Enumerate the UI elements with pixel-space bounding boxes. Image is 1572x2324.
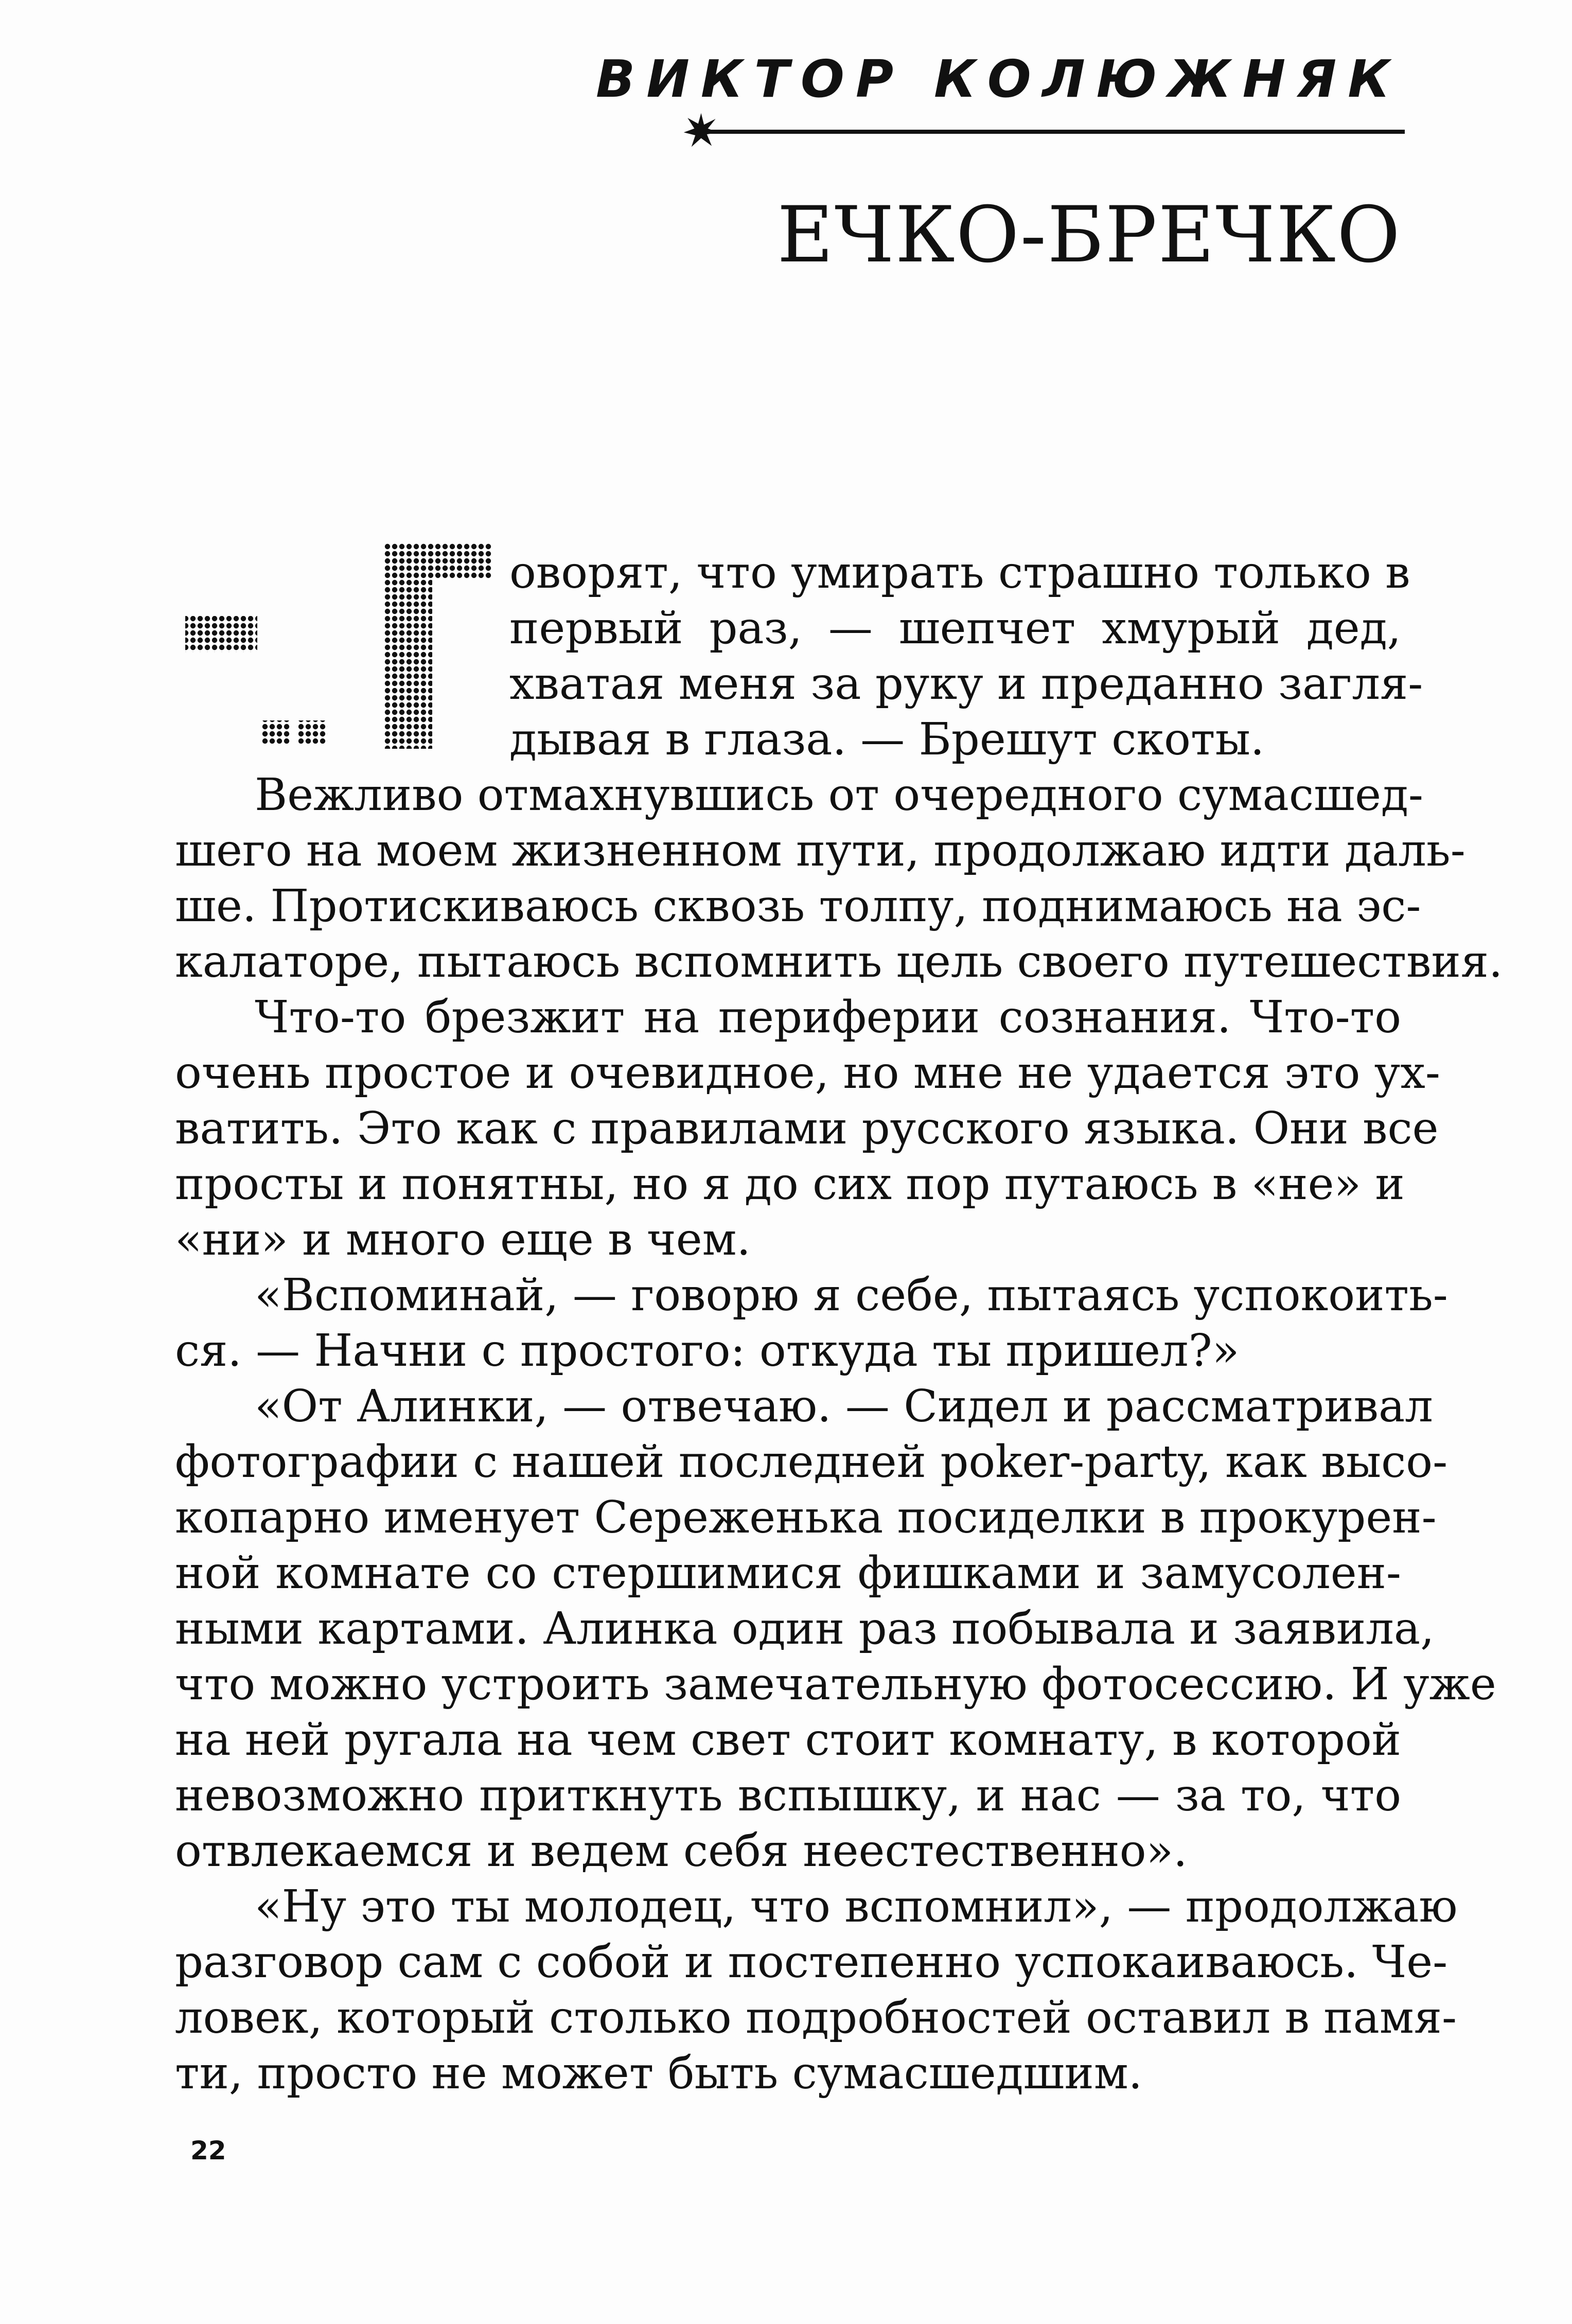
text-line: просты и понятны, но я до сих пор путаюсь в «не» и [175, 1158, 1405, 1210]
text-line: отвлекаемся и ведем себя неестественно». [175, 1825, 1188, 1877]
text-line: ными картами. Алинка один раз побывала и заявила, [175, 1603, 1435, 1654]
text-line: фотографии с нашей последней poker-party, как высо- [175, 1436, 1448, 1488]
text-line: Что-то брезжит на периферии сознания. Что-то [255, 992, 1401, 1043]
text-line: ше. Протискиваюсь сквозь толпу, поднимаюсь на эс- [175, 881, 1421, 932]
text-line: ти, просто не может быть сумасшедшим. [175, 2048, 1143, 2099]
text-line: «От Алинки, — отвечаю. — Сидел и рассматривал [255, 1381, 1433, 1432]
text-line: первый раз, — шепчет хмурый дед, [509, 603, 1401, 654]
page-number: 22 [190, 2136, 226, 2165]
story-title: ЕЧКО-БРЕЧКО [777, 190, 1401, 280]
text-line: «Ну это ты молодец, что вспомнил», — продолжаю [255, 1881, 1458, 1932]
text-line: ловек, который столько подробностей оставил в памя- [175, 1992, 1457, 2044]
text-line: Вежливо отмахнувшись от очередного сумасшед- [255, 769, 1423, 821]
text-line: шего на моем жизненном пути, продолжаю идти даль- [175, 825, 1465, 876]
text-line: дывая в глаза. — Брешут скоты. [509, 714, 1265, 765]
text-line: «Вспоминай, — говорю я себе, пытаясь успокоить- [255, 1270, 1448, 1321]
text-line: калаторе, пытаюсь вспомнить цель своего путешествия. [175, 936, 1503, 988]
text-line: копарно именует Сереженька посиделки в прокурен- [175, 1492, 1437, 1543]
text-line: что можно устроить замечательную фотосессию. И уже [175, 1659, 1496, 1710]
text-line: ной комнате со стершимися фишками и замусолен- [175, 1547, 1401, 1599]
text-line: разговор сам с собой и постепенно успокаиваюсь. Че- [175, 1936, 1448, 1988]
text-line: ся. — Начни с простого: откуда ты пришел?» [175, 1325, 1240, 1377]
drop-cap-ornament [175, 543, 494, 759]
text-line: ватить. Это как с правилами русского языка. Они все [175, 1103, 1439, 1154]
text-line: невозможно приткнуть вспышку, и нас — за то, что [175, 1770, 1401, 1821]
text-line: «ни» и много еще в чем. [175, 1214, 751, 1265]
text-line: на ней ругала на чем свет стоит комнату, в которой [175, 1714, 1401, 1766]
header-rule [700, 130, 1405, 134]
author-name: ВИКТОР КОЛЮЖНЯК [595, 49, 1401, 109]
text-line: очень простое и очевидное, но мне не удается это ух- [175, 1047, 1440, 1099]
text-line: оворят, что умирать страшно только в [509, 547, 1410, 598]
text-line: хватая меня за руку и преданно загля- [509, 658, 1423, 710]
